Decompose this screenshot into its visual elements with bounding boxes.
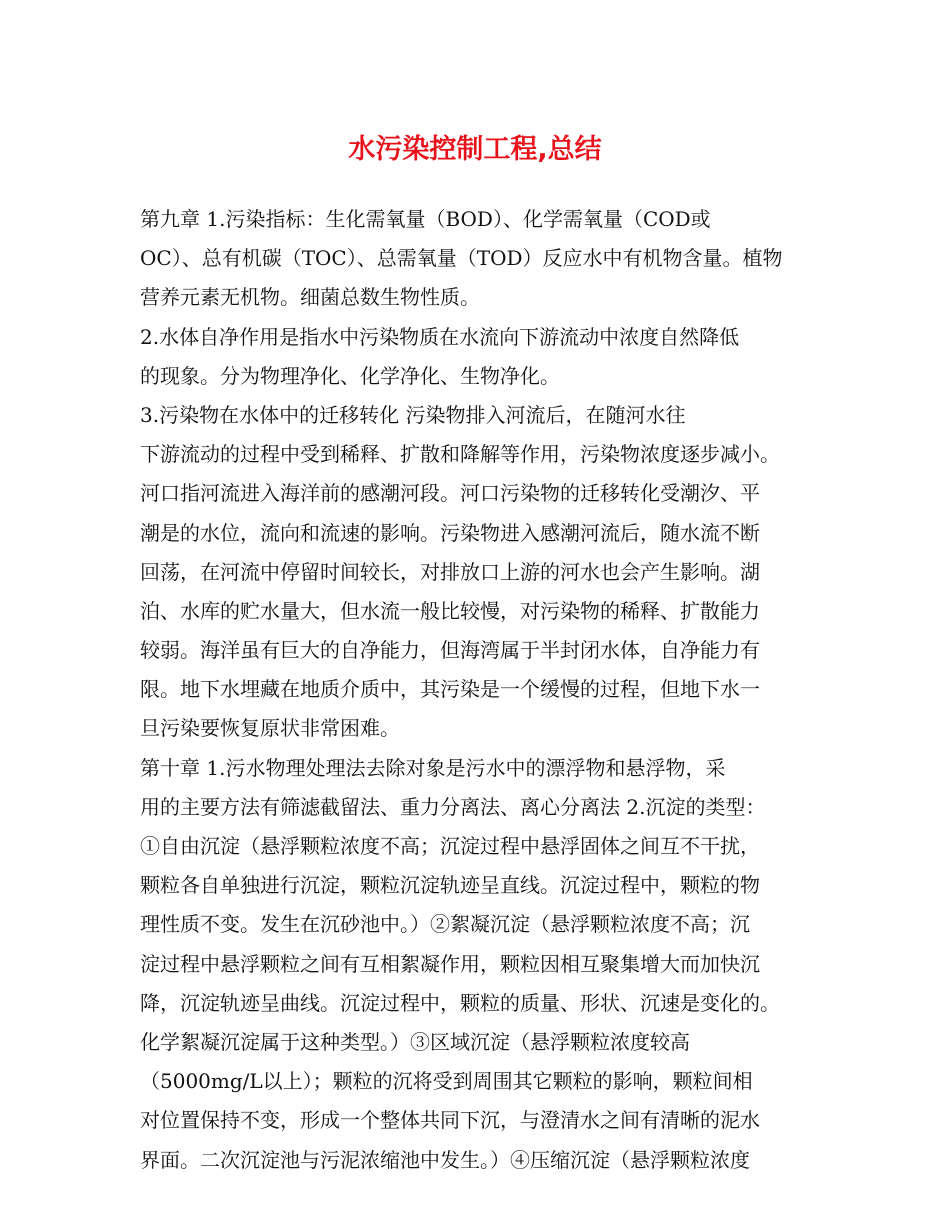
body-line: 回荡，在河流中停留时间较长，对排放口上游的河水也会产生影响。湖 bbox=[140, 559, 760, 584]
body-line: 限。地下水埋藏在地质介质中，其污染是一个缓慢的过程，但地下水一 bbox=[140, 677, 760, 702]
body-line: 潮是的水位，流向和流速的影响。污染物进入感潮河流后，随水流不断 bbox=[140, 520, 760, 545]
body-line: 河口指河流进入海洋前的感潮河段。河口污染物的迁移转化受潮汐、平 bbox=[140, 481, 760, 506]
body-line: 第十章 1.污水物理处理法去除对象是污水中的漂浮物和悬浮物，采 bbox=[140, 755, 726, 780]
body-line: 下游流动的过程中受到稀释、扩散和降解等作用，污染物浓度逐步减小。 bbox=[140, 442, 780, 467]
body-line: （5000mg/L以上）；颗粒的沉将受到周围其它颗粒的影响，颗粒间相 bbox=[140, 1069, 753, 1094]
body-line: 旦污染要恢复原状非常困难。 bbox=[140, 716, 400, 741]
body-line: ①自由沉淀（悬浮颗粒浓度不高；沉淀过程中悬浮固体之间互不干扰， bbox=[140, 834, 760, 858]
body-line: 对位置保持不变，形成一个整体共同下沉，与澄清水之间有清晰的泥水 bbox=[140, 1108, 760, 1133]
body-line: 第九章 1.污染指标：生化需氧量（BOD）、化学需氧量（COD或 bbox=[140, 207, 711, 231]
body-line: 颗粒各自单独进行沉淀，颗粒沉淀轨迹呈直线。沉淀过程中，颗粒的物 bbox=[140, 873, 760, 898]
body-line: 泊、水库的贮水量大，但水流一般比较慢，对污染物的稀释、扩散能力 bbox=[140, 598, 760, 623]
body-line: 2.水体自净作用是指水中污染物质在水流向下游流动中浓度自然降低 bbox=[140, 324, 740, 349]
body-line: 化学絮凝沉淀属于这种类型。）③区域沉淀（悬浮颗粒浓度较高 bbox=[140, 1029, 690, 1054]
body-line: 营养元素无机物。细菌总数生物性质。 bbox=[140, 285, 480, 310]
document-title: 水污染控制工程,总结 bbox=[348, 134, 602, 165]
body-line: 降，沉淀轨迹呈曲线。沉淀过程中，颗粒的质量、形状、沉速是变化的。 bbox=[140, 990, 780, 1015]
document-body bbox=[140, 200, 820, 1180]
body-line: 较弱。海洋虽有巨大的自净能力，但海湾属于半封闭水体，自净能力有 bbox=[140, 638, 760, 663]
body-line: 3.污染物在水体中的迁移转化 污染物排入河流后，在随河水往 bbox=[140, 402, 686, 427]
body-line: OC）、总有机碳（TOC）、总需氧量（TOD）反应水中有机物含量。植物 bbox=[140, 246, 783, 271]
body-line: 淀过程中悬浮颗粒之间有互相絮凝作用，颗粒因相互聚集增大而加快沉 bbox=[140, 951, 760, 976]
body-line: 界面。二次沉淀池与污泥浓缩池中发生。）④压缩沉淀（悬浮颗粒浓度 bbox=[140, 1147, 750, 1172]
body-line: 理性质不变。发生在沉砂池中。）②絮凝沉淀（悬浮颗粒浓度不高；沉 bbox=[140, 912, 750, 937]
body-line: 用的主要方法有筛滤截留法、重力分离法、离心分离法 2.沉淀的类型： bbox=[140, 794, 766, 819]
body-line: 的现象。分为物理净化、化学净化、生物净化。 bbox=[140, 363, 560, 388]
